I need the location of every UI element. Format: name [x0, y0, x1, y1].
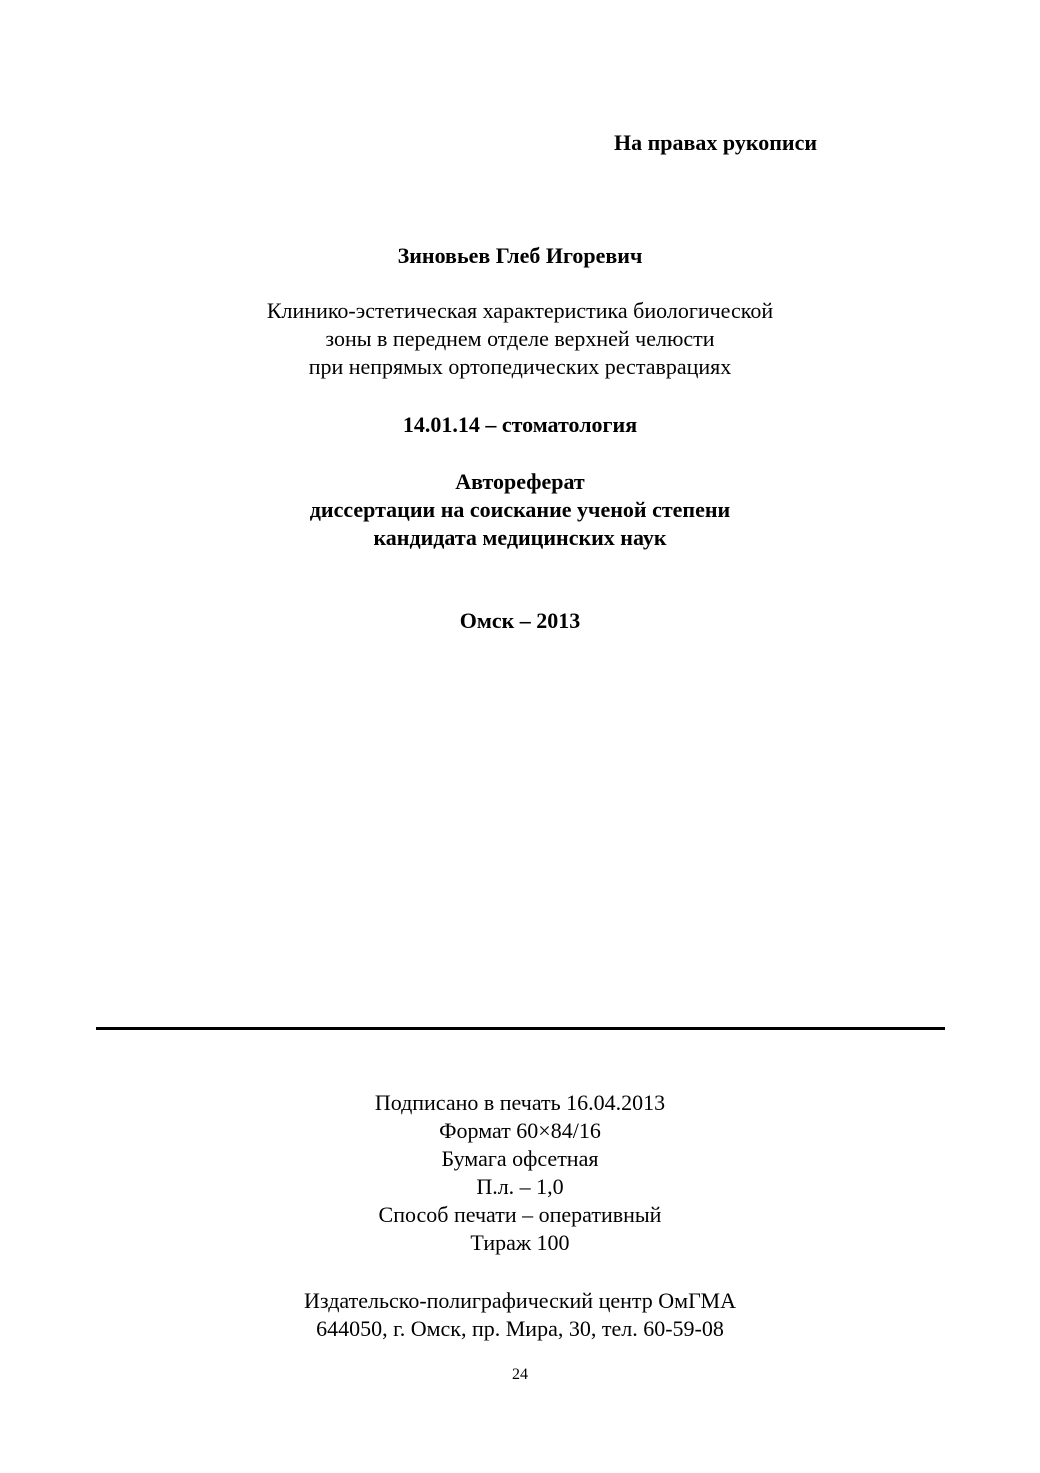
specialty-code: 14.01.14 – стоматология [402, 412, 638, 437]
abstract-line: диссертации на соискание ученой степени [309, 497, 731, 522]
rights-notice: На правах рукописи [614, 130, 818, 155]
place-and-year: Омск – 2013 [459, 608, 581, 633]
page-number: 24 [512, 1366, 528, 1383]
imprint-line: Тираж 100 [470, 1230, 570, 1255]
imprint-line: Бумага офсетная [441, 1146, 599, 1171]
horizontal-divider [96, 1027, 945, 1030]
imprint-line: Способ печати – оперативный [378, 1202, 662, 1227]
imprint-line: П.л. – 1,0 [476, 1174, 564, 1199]
imprint-line: Формат 60×84/16 [439, 1118, 601, 1143]
title-line: зоны в переднем отделе верхней челюсти [325, 326, 715, 351]
publisher-line: 644050, г. Омск, пр. Мира, 30, тел. 60-59-08 [316, 1316, 724, 1341]
title-line: при непрямых ортопедических реставрациях [308, 354, 732, 379]
abstract-line: Автореферат [455, 469, 585, 494]
title-line: Клинико-эстетическая характеристика биологической [266, 298, 774, 323]
abstract-line: кандидата медицинских наук [373, 525, 667, 550]
author-name: Зиновьев Глеб Игоревич [397, 243, 643, 268]
imprint-line: Подписано в печать 16.04.2013 [374, 1090, 666, 1115]
publisher-line: Издательско-полиграфический центр ОмГМА [304, 1288, 736, 1313]
